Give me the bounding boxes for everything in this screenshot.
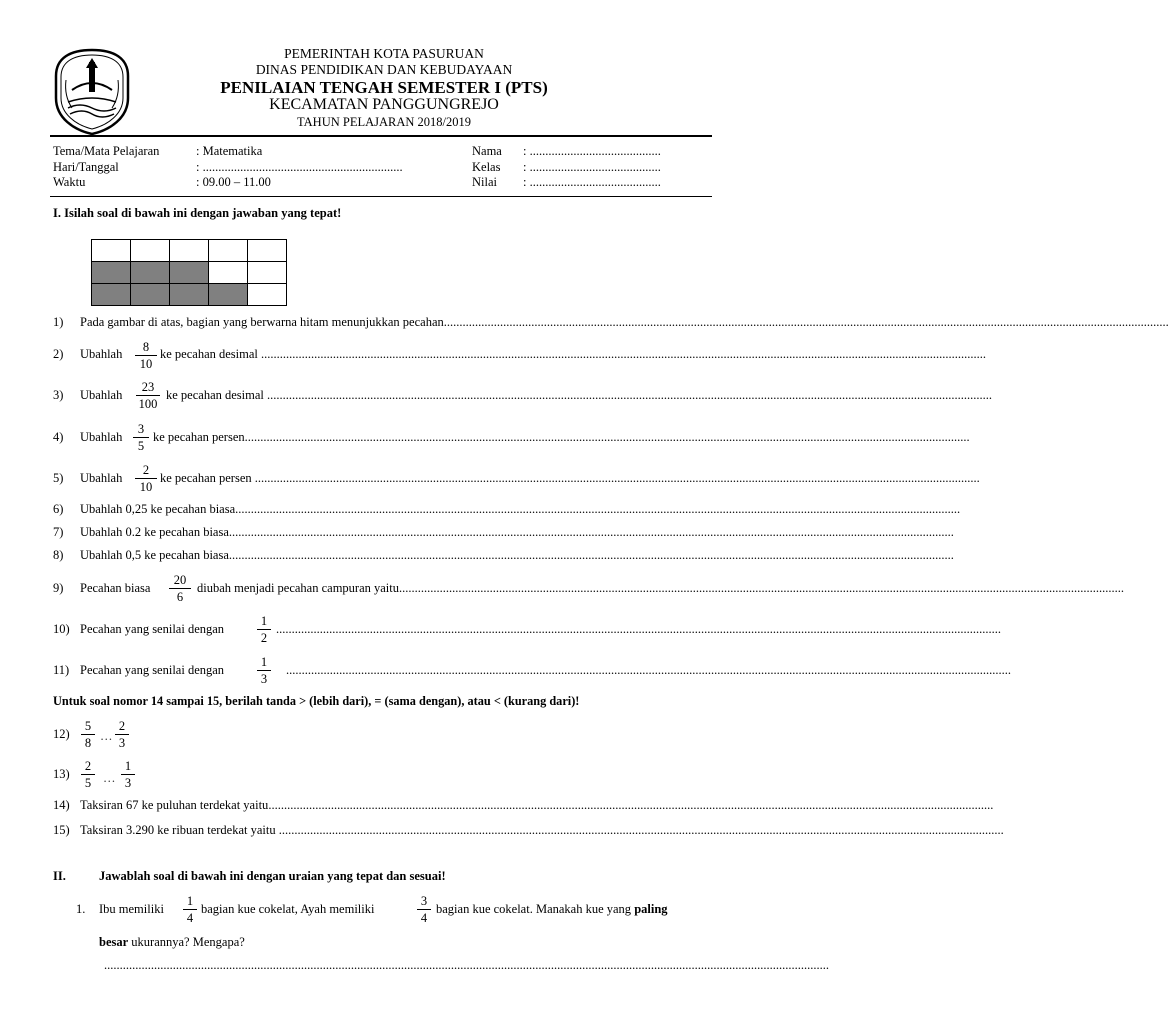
numerator: 3	[420, 894, 428, 908]
section-2-title: Jawablah soal di bawah ini dengan uraian yang tepat dan sesuai!	[99, 869, 446, 883]
grid-cell-shaded	[209, 284, 248, 306]
numerator: 1	[186, 894, 194, 908]
denominator: 3	[260, 672, 268, 686]
essay-answer-line[interactable]: ........................................................................................................................................................................................................................................	[104, 958, 829, 972]
question-13-fraction-b	[118, 759, 138, 790]
grid-cell-shaded	[92, 284, 131, 306]
essay-1-number: 1.	[76, 902, 86, 916]
answer-line[interactable]: ........................................................................................................................................................................................................................................	[244, 430, 970, 444]
grid-cell-shaded	[170, 284, 209, 306]
question-7	[80, 525, 954, 540]
essay-1-bold-paling: paling	[634, 902, 668, 916]
question-3-text: ke pecahan desimal	[166, 388, 264, 402]
question-12-fraction-a	[78, 719, 98, 750]
question-9-number: 9)	[53, 581, 64, 595]
denominator: 3	[124, 776, 132, 790]
question-4-text: ke pecahan persen	[153, 430, 245, 444]
question-3-prefix: Ubahlah	[80, 388, 123, 402]
question-2-number: 2)	[53, 347, 64, 361]
numerator: 2	[118, 719, 126, 733]
question-3	[166, 388, 992, 403]
answer-line[interactable]: ........................................................................................................................................................................................................................................	[276, 622, 1001, 636]
question-14-number: 14)	[53, 798, 70, 812]
question-14-text: Taksiran 67 ke puluhan terdekat yaitu	[80, 798, 269, 812]
answer-line[interactable]: ........................................................................................................................................................................................................................................	[261, 347, 986, 361]
essay-1-middle: bagian kue cokelat, Ayah memiliki	[201, 902, 375, 916]
answer-line[interactable]: ........................................................................................................................................................................................................................................	[254, 471, 980, 485]
score-label: Nilai	[472, 175, 497, 189]
fraction-bar	[257, 629, 271, 630]
fraction-bar	[81, 774, 95, 775]
denominator: 2	[260, 631, 268, 645]
essay-1-text	[436, 902, 668, 917]
denominator: 4	[186, 911, 194, 925]
question-4-prefix: Ubahlah	[80, 430, 123, 444]
question-7-text: Ubahlah 0.2 ke pecahan biasa	[80, 525, 229, 539]
class-field[interactable]: : ..........................................	[523, 160, 661, 174]
numerator: 1	[260, 614, 268, 628]
essay-1-post: bagian kue cokelat. Manakah kue yang	[436, 902, 632, 916]
compare-blank[interactable]: …	[103, 771, 116, 785]
fraction-bar	[169, 588, 191, 589]
question-15-text: Taksiran 3.290 ke ribuan terdekat yaitu	[80, 823, 276, 837]
fraction-bar	[136, 395, 160, 396]
score-field[interactable]: : ..........................................	[523, 175, 661, 189]
subject-label: Tema/Mata Pelajaran	[53, 144, 160, 158]
class-label: Kelas	[472, 160, 501, 174]
fraction-bar	[183, 909, 197, 910]
question-9	[197, 581, 1125, 596]
header-district: KECAMATAN PANGGUNGREJO	[269, 96, 499, 113]
question-11-prefix: Pecahan yang senilai dengan	[80, 663, 225, 677]
question-3-number: 3)	[53, 388, 64, 402]
question-2-fraction	[132, 340, 160, 371]
essay-1-tail: ukurannya? Mengapa?	[131, 935, 245, 949]
essay-1-prefix: Ibu memiliki	[99, 902, 164, 916]
question-7-number: 7)	[53, 525, 64, 539]
numerator: 2	[142, 463, 150, 477]
date-field[interactable]: : ................................................................	[196, 160, 403, 174]
name-label: Nama	[472, 144, 502, 158]
question-5-prefix: Ubahlah	[80, 471, 123, 485]
header-government: PEMERINTAH KOTA PASURUAN	[284, 46, 484, 61]
compare-blank[interactable]: …	[100, 729, 113, 743]
fraction-bar	[115, 734, 129, 735]
answer-line[interactable]: ........................................................................................................................................................................................................................................	[399, 581, 1125, 595]
question-13-number: 13)	[53, 767, 70, 781]
fraction-bar	[257, 670, 271, 671]
question-5-text: ke pecahan persen	[160, 471, 252, 485]
question-4-number: 4)	[53, 430, 64, 444]
answer-line[interactable]: ........................................................................................................................................................................................................................................	[228, 525, 954, 539]
grid-cell-shaded	[131, 262, 170, 284]
grid-row	[92, 284, 287, 306]
time-label: Waktu	[53, 175, 86, 189]
question-15	[80, 823, 1004, 838]
grid-cell-empty	[131, 240, 170, 262]
grid-cell-empty	[248, 284, 287, 306]
question-8-text: Ubahlah 0,5 ke pecahan biasa	[80, 548, 229, 562]
essay-1-bold-besar: besar	[99, 935, 129, 949]
header-school-year: TAHUN PELAJARAN 2018/2019	[297, 115, 471, 129]
question-5-number: 5)	[53, 471, 64, 485]
question-1-number: 1)	[53, 315, 64, 329]
numerator: 1	[260, 655, 268, 669]
grid-cell-empty	[209, 240, 248, 262]
grid-cell-empty	[248, 262, 287, 284]
denominator: 6	[176, 590, 184, 604]
numerator: 23	[141, 380, 155, 394]
question-2	[160, 347, 986, 362]
question-12-fraction-b	[112, 719, 132, 750]
numerator: 5	[84, 719, 92, 733]
question-9-fraction	[166, 573, 194, 604]
denominator: 3	[118, 736, 126, 750]
fraction-bar	[133, 437, 149, 438]
fraction-bar	[135, 478, 157, 479]
denominator: 10	[139, 480, 153, 494]
fraction-bar	[135, 355, 157, 356]
answer-line[interactable]: ........................................................................................................................................................................................................................................	[268, 798, 994, 812]
question-5-fraction	[132, 463, 160, 494]
question-6-text: Ubahlah 0,25 ke pecahan biasa	[80, 502, 236, 516]
fraction-bar	[121, 774, 135, 775]
numerator: 20	[173, 573, 187, 587]
answer-line[interactable]: ........................................................................................................................................................................................................................................	[267, 388, 992, 402]
header-department: DINAS PENDIDIKAN DAN KEBUDAYAAN	[255, 62, 513, 77]
grid-cell-shaded	[170, 262, 209, 284]
grid-cell-empty	[248, 240, 287, 262]
question-6	[80, 502, 961, 517]
question-9-prefix: Pecahan biasa	[80, 581, 151, 595]
answer-line[interactable]: ........................................................................................................................................................................................................................................	[278, 823, 1004, 837]
denominator: 100	[138, 397, 158, 411]
question-1-text: Pada gambar di atas, bagian yang berwarna hitam menunjukkan pecahan	[80, 315, 444, 329]
numerator: 2	[84, 759, 92, 773]
question-2-prefix: Ubahlah	[80, 347, 123, 361]
answer-line[interactable]: ........................................................................................................................................................................................................................................	[235, 502, 961, 516]
denominator: 5	[84, 776, 92, 790]
question-11-number: 11)	[53, 663, 70, 677]
grid-cell-empty	[92, 240, 131, 262]
info-divider	[50, 196, 712, 197]
section-1-title: I. Isilah soal di bawah ini dengan jawaban yang tepat!	[53, 206, 342, 220]
numerator: 1	[124, 759, 132, 773]
answer-line[interactable]: ........................................................................................................................................................................................................................................	[228, 548, 954, 562]
time-value: : 09.00 – 11.00	[196, 175, 271, 189]
grid-cell-empty	[170, 240, 209, 262]
denominator: 10	[139, 357, 153, 371]
question-13-fraction-a	[78, 759, 98, 790]
question-11-fraction	[254, 655, 274, 686]
fraction-bar	[81, 734, 95, 735]
question-8	[80, 548, 954, 563]
grid-cell-shaded	[92, 262, 131, 284]
header-divider	[50, 135, 712, 137]
grid-row	[92, 240, 287, 262]
grid-cell-empty	[209, 262, 248, 284]
grid-cell-shaded	[131, 284, 170, 306]
question-4	[153, 430, 970, 445]
denominator: 8	[84, 736, 92, 750]
denominator: 4	[420, 911, 428, 925]
question-9-text: diubah menjadi pecahan campuran yaitu	[197, 581, 400, 595]
date-label: Hari/Tanggal	[53, 160, 119, 174]
question-10-fraction	[254, 614, 274, 645]
answer-line[interactable]: ........................................................................................................................................................................................................................................	[443, 315, 1169, 329]
question-1	[80, 315, 1169, 330]
essay-1-line-2	[99, 935, 245, 950]
page-title: PENILAIAN TENGAH SEMESTER I (PTS)	[220, 78, 548, 97]
question-2-text: ke pecahan desimal	[160, 347, 258, 361]
question-15-number: 15)	[53, 823, 70, 837]
section-2-number: II.	[53, 869, 66, 883]
question-3-fraction	[133, 380, 163, 411]
numerator: 3	[137, 422, 145, 436]
fraction-bar	[417, 909, 431, 910]
question-5	[160, 471, 980, 486]
name-field[interactable]: : ..........................................	[523, 144, 661, 158]
question-10-number: 10)	[53, 622, 70, 636]
essay-1-fraction-a	[180, 894, 200, 925]
grid-row	[92, 262, 287, 284]
question-8-number: 8)	[53, 548, 64, 562]
compare-instruction: Untuk soal nomor 14 sampai 15, berilah tanda > (lebih dari), = (sama dengan), atau < (kurang dari)!	[53, 694, 580, 708]
essay-1-fraction-b	[414, 894, 434, 925]
question-6-number: 6)	[53, 502, 64, 516]
answer-line[interactable]: ........................................................................................................................................................................................................................................	[286, 663, 1011, 677]
subject-value: : Matematika	[196, 144, 263, 158]
question-10-prefix: Pecahan yang senilai dengan	[80, 622, 225, 636]
question-12-number: 12)	[53, 727, 70, 741]
question-14	[80, 798, 994, 813]
question-4-fraction	[130, 422, 152, 453]
numerator: 8	[142, 340, 150, 354]
fraction-grid	[91, 239, 287, 306]
denominator: 5	[137, 439, 145, 453]
